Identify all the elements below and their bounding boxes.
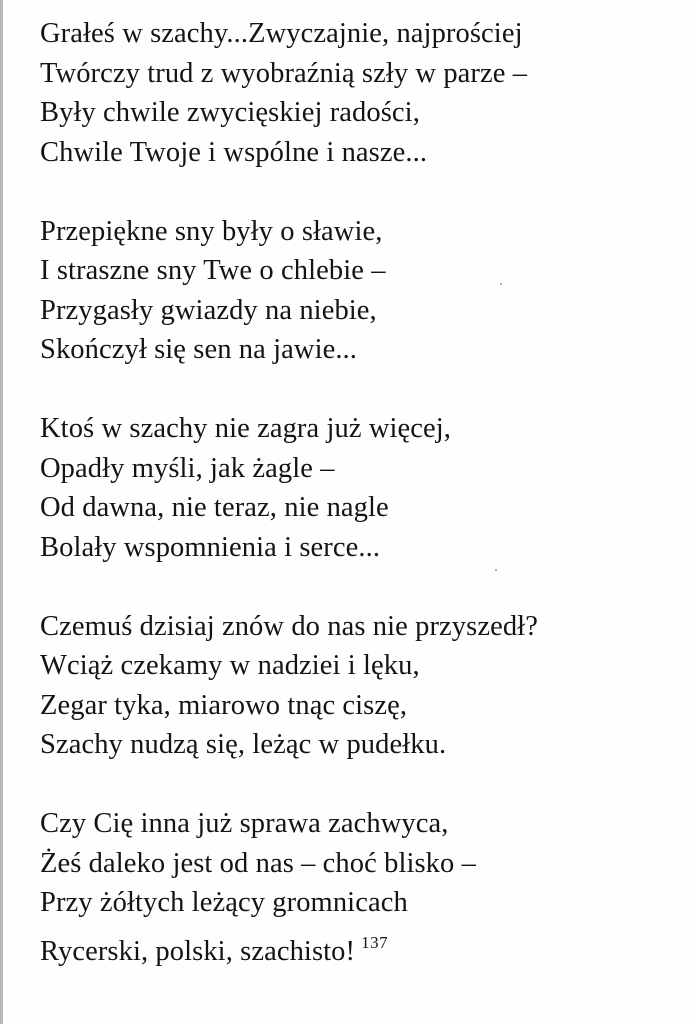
poem-line: Przygasły gwiazdy na niebie,	[40, 294, 377, 326]
stanza	[40, 14, 680, 172]
poem-line: Zegar tyka, miarowo tnąc ciszę,	[40, 689, 408, 721]
poem-line: Twórczy trud z wyobraźnią szły w parze –	[40, 57, 528, 89]
stanza	[40, 607, 680, 765]
scan-speck	[495, 569, 497, 571]
poem-line: Szachy nudzą się, leżąc w pudełku.	[40, 729, 447, 760]
poem-line: I straszne sny Twe o chlebie –	[40, 255, 386, 286]
poem-line: Przepiękne sny były o sławie,	[40, 215, 383, 247]
last-poem-line	[40, 923, 680, 972]
stanza	[40, 804, 680, 971]
poem-line: Skończył się sen na jawie...	[40, 334, 358, 365]
poem-line: Od dawna, nie teraz, nie nagle	[40, 492, 389, 523]
poem-line: Czy Cię inna już sprawa zachwyca,	[40, 808, 449, 839]
poem-line: Żeś daleko jest od nas – choć blisko –	[40, 847, 476, 879]
poem	[40, 14, 680, 971]
page-number: 137	[361, 932, 389, 952]
poem-line: Bolały wspomnienia i serce...	[40, 531, 381, 563]
stanza	[40, 409, 680, 567]
scan-speck	[500, 283, 502, 285]
poem-line: Wciąż czekamy w nadziei i lęku,	[40, 650, 420, 681]
poem-line: Chwile Twoje i wspólne i nasze...	[40, 136, 428, 168]
poem-line: Przy żółtych leżący gromnicach	[40, 887, 408, 918]
poem-line: Czemuś dzisiaj znów do nas nie przyszedł?	[40, 610, 538, 642]
poem-line: Opadły myśli, jak żagle –	[40, 452, 335, 484]
poem-line: Były chwile zwycięskiej radości,	[40, 97, 420, 128]
poem-line: Grałeś w szachy...Zwyczajnie, najprościej	[40, 18, 523, 49]
poem-line-text: Rycerski, polski, szachisto!	[40, 935, 356, 967]
poem-line: Ktoś w szachy nie zagra już więcej,	[40, 413, 452, 444]
stanza	[40, 212, 680, 370]
